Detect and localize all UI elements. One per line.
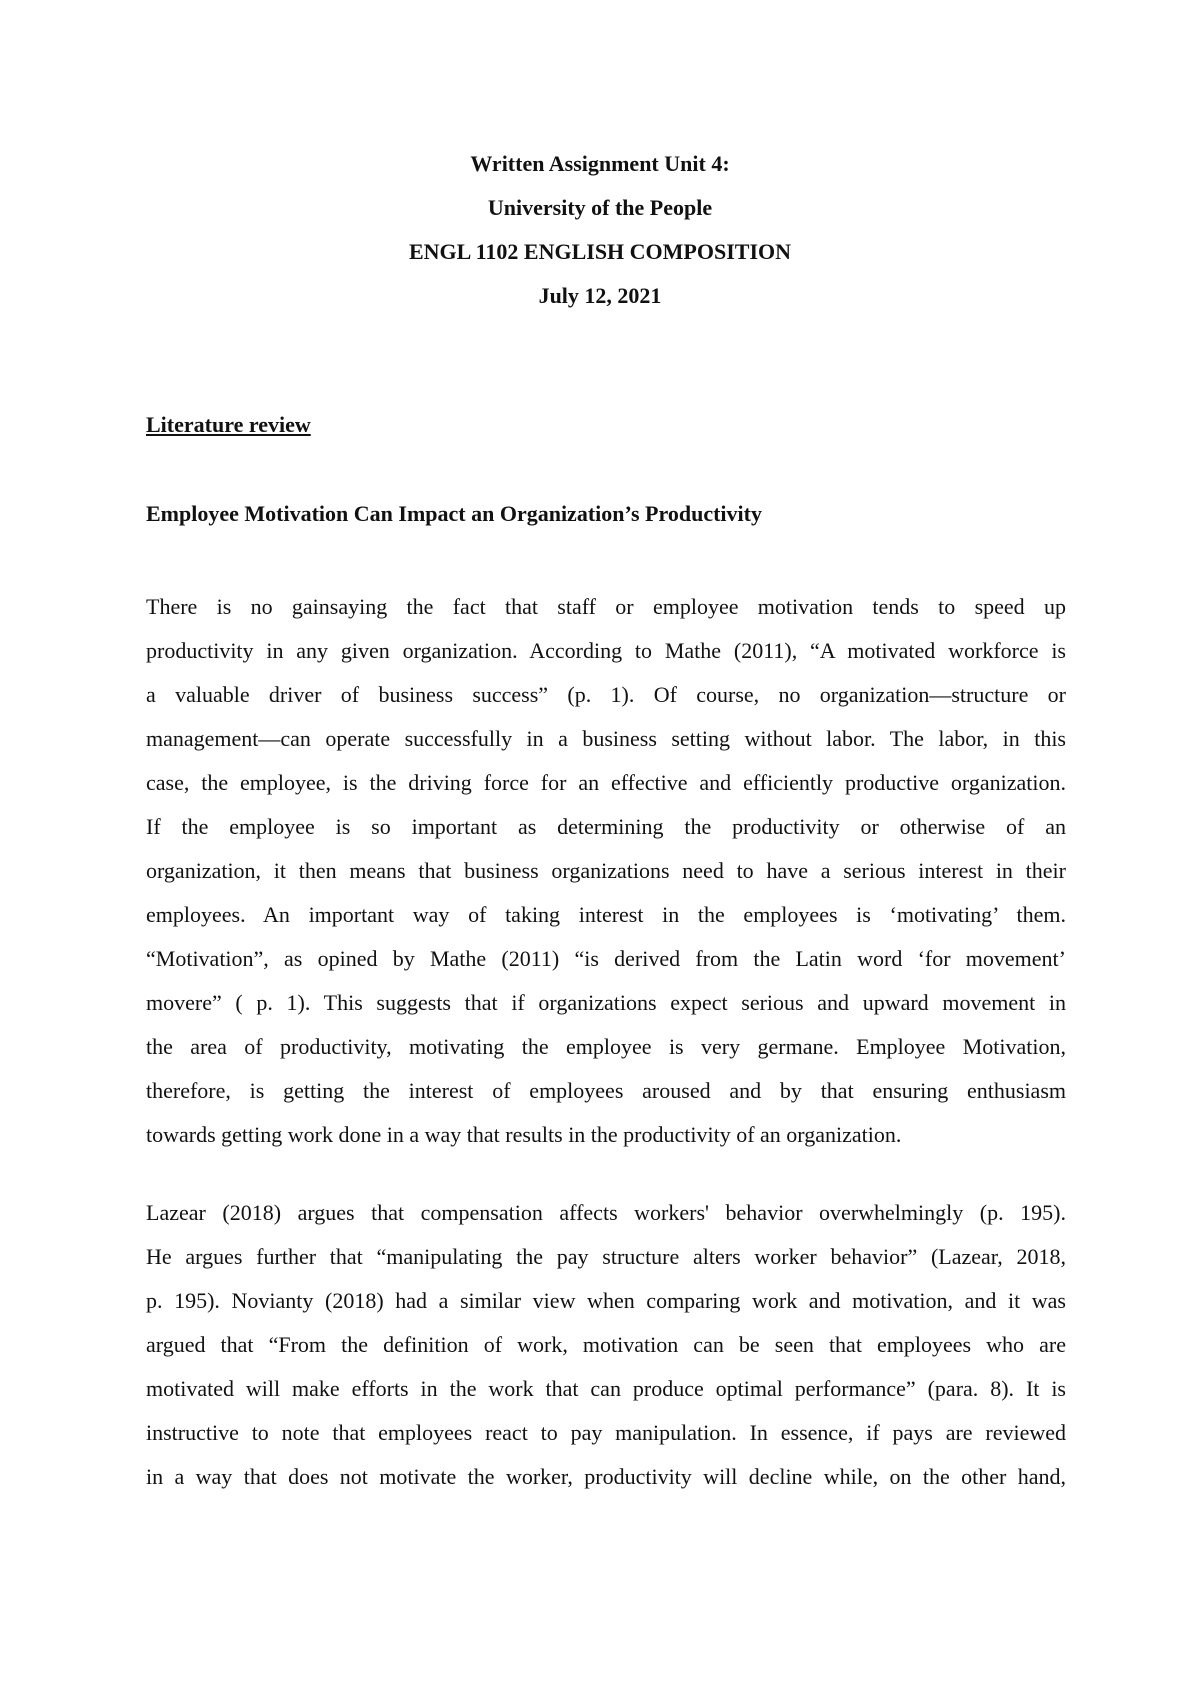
paragraph-line: Lazear (2018) argues that compensation affects workers' behavior overwhelmingly (p. 195). [146,1200,1066,1225]
paragraph-line: “Motivation”, as opined by Mathe (2011) “is derived from the Latin word ‘for movement’ [146,946,1066,971]
paragraph-line: argued that “From the definition of work, motivation can be seen that employees who are [146,1332,1066,1357]
assignment-title: Written Assignment Unit 4: [470,151,730,176]
paragraph-line: There is no gainsaying the fact that staff or employee motivation tends to speed up [146,594,1066,619]
paragraph-line: motivated will make efforts in the work that can produce optimal performance” (para. 8). It is [146,1376,1066,1401]
paragraph-line: movere” ( p. 1). This suggests that if organizations expect serious and upward movement in [146,990,1066,1015]
paragraph-1 [146,585,1066,1157]
subheading: Employee Motivation Can Impact an Organization’s Productivity [146,501,762,526]
paragraph-line: organization, it then means that business organizations need to have a serious interest in their [146,858,1066,883]
paragraph-line: management—can operate successfully in a business setting without labor. The labor, in this [146,726,1066,751]
paragraph-line: case, the employee, is the driving force for an effective and efficiently productive organization. [146,770,1066,795]
institution-name: University of the People [487,195,713,220]
paragraph-line: the area of productivity, motivating the employee is very germane. Employee Motivation, [146,1034,1066,1059]
paragraph-2 [146,1191,1066,1499]
paragraph-line: in a way that does not motivate the worker, productivity will decline while, on the other hand, [146,1464,1066,1489]
paragraph-line: productivity in any given organization. According to Mathe (2011), “A motivated workforce is [146,638,1066,663]
paragraph-line: He argues further that “manipulating the pay structure alters worker behavior” (Lazear, 2018, [146,1244,1066,1269]
paragraph-line: therefore, is getting the interest of employees aroused and by that ensuring enthusiasm [146,1078,1066,1103]
paragraph-line: p. 195). Novianty (2018) had a similar view when comparing work and motivation, and it was [146,1288,1066,1313]
paragraph-line: a valuable driver of business success” (p. 1). Of course, no organization—structure or [146,682,1066,707]
paragraph-line: towards getting work done in a way that results in the productivity of an organization. [146,1122,902,1147]
title-block [0,142,1200,318]
course-name: ENGL 1102 ENGLISH COMPOSITION [408,239,792,264]
paragraph-line: instructive to note that employees react to pay manipulation. In essence, if pays are reviewed [146,1420,1066,1445]
paragraph-line: employees. An important way of taking interest in the employees is ‘motivating’ them. [146,902,1066,927]
section-heading: Literature review [146,412,311,437]
submission-date: July 12, 2021 [538,283,662,308]
paragraph-line: If the employee is so important as determining the productivity or otherwise of an [146,814,1066,839]
